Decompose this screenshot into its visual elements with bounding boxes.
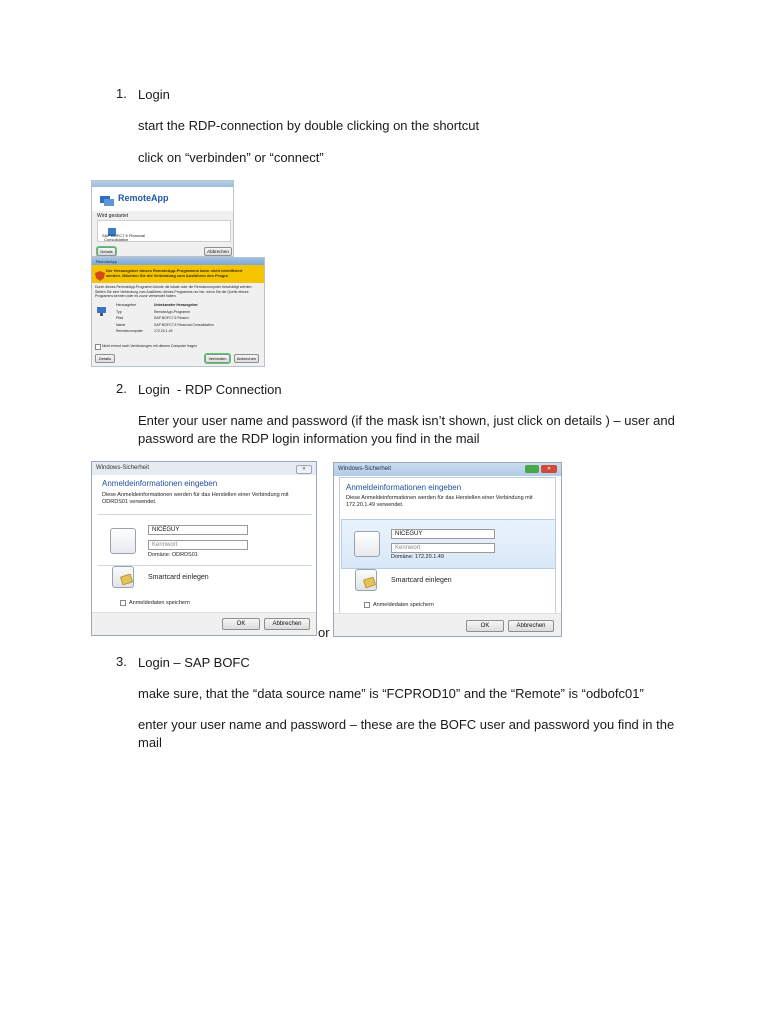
remember-label: Anmeldedaten speichern [373,602,434,608]
remoteapp-logo-icon [100,193,114,205]
password-field[interactable]: Kennwort [391,543,495,553]
warning-details-button[interactable]: Details [95,354,115,363]
warning-cancel-button[interactable]: Abbrechen [234,354,259,363]
warning-body: Durch dieses RemoteApp-Programm könnte die lokale oder die Remotecomputer beschädigt werden. Stellen Sie eine Verbindung zum Ausführen dieses Programms nur her, wenn Sie die Quelle dieses Programms kennen oder es zuvor verwendet haben. [95,285,253,298]
program-icon [108,223,116,231]
username-field[interactable]: NICEGUY [391,529,495,539]
remoteapp-title: RemoteApp [118,193,169,203]
dont-ask-checkbox[interactable] [95,344,101,350]
security-dialog-1-heading: Anmeldeinformationen eingeben [102,479,218,488]
username-field[interactable]: NICEGUY [148,525,248,535]
user-tile-icon [110,528,136,554]
section-3-heading: Login – SAP BOFC [138,655,250,670]
or-connector: or [318,625,330,640]
smartcard-icon[interactable] [112,566,134,588]
cancel-button[interactable]: Abbrechen [508,620,554,632]
domain-label: Domäne: 172.20.1.49 [391,554,444,560]
close-icon[interactable]: ✕ [541,465,557,473]
section-3-paragraph-2: enter your user name and password – these are the BOFC user and password you find in the mail [138,717,675,750]
ok-button[interactable]: OK [222,618,260,630]
security-dialog-2-description: Diese Anmeldeinformationen werden für das Herstellen einer Verbindung mit 172.20.1.49 verwendet. [346,495,533,508]
computer-icon [97,303,106,312]
remoteapp-warning-screenshot [91,257,265,367]
ok-button[interactable]: OK [466,620,504,632]
section-1-paragraph-1: start the RDP-connection by double clicking on the shortcut [138,118,480,133]
security-dialog-2-titlebar: Windows-Sicherheit [334,463,561,476]
cancel-button[interactable]: Abbrechen [264,618,310,630]
dont-ask-label: Nicht erneut nach Verbindungen mit diesem Computer fragen [102,344,198,348]
smartcard-label[interactable]: Smartcard einlegen [148,574,209,581]
security-dialog-1 [91,461,317,636]
list-number-3: 3. [116,654,127,669]
remember-checkbox[interactable] [364,602,370,608]
security-dialog-1-description: Diese Anmeldeinformationen werden für das Herstellen einer Verbindung mit ODRDS01 verwendet. [102,492,289,505]
minimize-icon[interactable] [525,465,539,473]
warning-text: Der Herausgeber dieses RemoteApp-Programms kann nicht identifiziert werden. Möchten Sie die Verbindung zum Ausführen des Progra [106,268,243,278]
smartcard-icon[interactable] [355,569,377,591]
remember-checkbox[interactable] [120,600,126,606]
section-2-heading: Login - RDP Connection [138,382,282,397]
security-dialog-1-titlebar: Windows-Sicherheit [92,462,316,475]
security-dialog-2 [333,462,562,637]
warning-shield-icon [95,268,105,278]
section-3-paragraph-1: make sure, that the “data source name” is “FCPROD10” and the “Remote” is “odbofc01” [138,686,644,701]
domain-label: Domäne: ODRDS01 [148,552,198,558]
remoteapp-window-screenshot [91,180,234,257]
remoteapp-program-sub: Consolidation [104,237,129,242]
remoteapp-section-label: Wird gestartet [97,213,129,219]
list-number-1: 1. [116,86,127,101]
password-field[interactable]: Kennwort [148,540,248,550]
warning-rows: Herausgeber Unbekannter Herausgeber Typ RemoteApp-Programm Pfad SAP BOFC7.5 Financi Name SAP BOFC7.5 Financial Consolidation Remotecomputer 172.20.1.49 [116,303,214,333]
smartcard-label[interactable]: Smartcard einlegen [391,577,452,584]
list-number-2: 2. [116,381,127,396]
section-2-paragraph-1: Enter your user name and password (if the mask isn’t shown, just click on details ) – user and password are the RDP login information you find in the mail [138,413,675,446]
remember-label: Anmeldedaten speichern [129,600,190,606]
user-tile-icon [354,531,380,557]
remoteapp-cancel-button[interactable]: Abbrechen [204,247,232,256]
remoteapp-program: SAP BOFC7.5 Financial [102,233,145,238]
remoteapp-details-button[interactable]: Details [97,247,116,256]
warning-titlebar: RemoteApp [92,258,265,265]
warning-connect-button[interactable]: Verbinden [205,354,230,363]
section-1-heading: Login [138,87,170,102]
security-dialog-2-heading: Anmeldeinformationen eingeben [346,483,462,492]
close-icon[interactable]: ✕ [296,465,312,474]
section-1-paragraph-2: click on “verbinden” or “connect” [138,150,324,165]
